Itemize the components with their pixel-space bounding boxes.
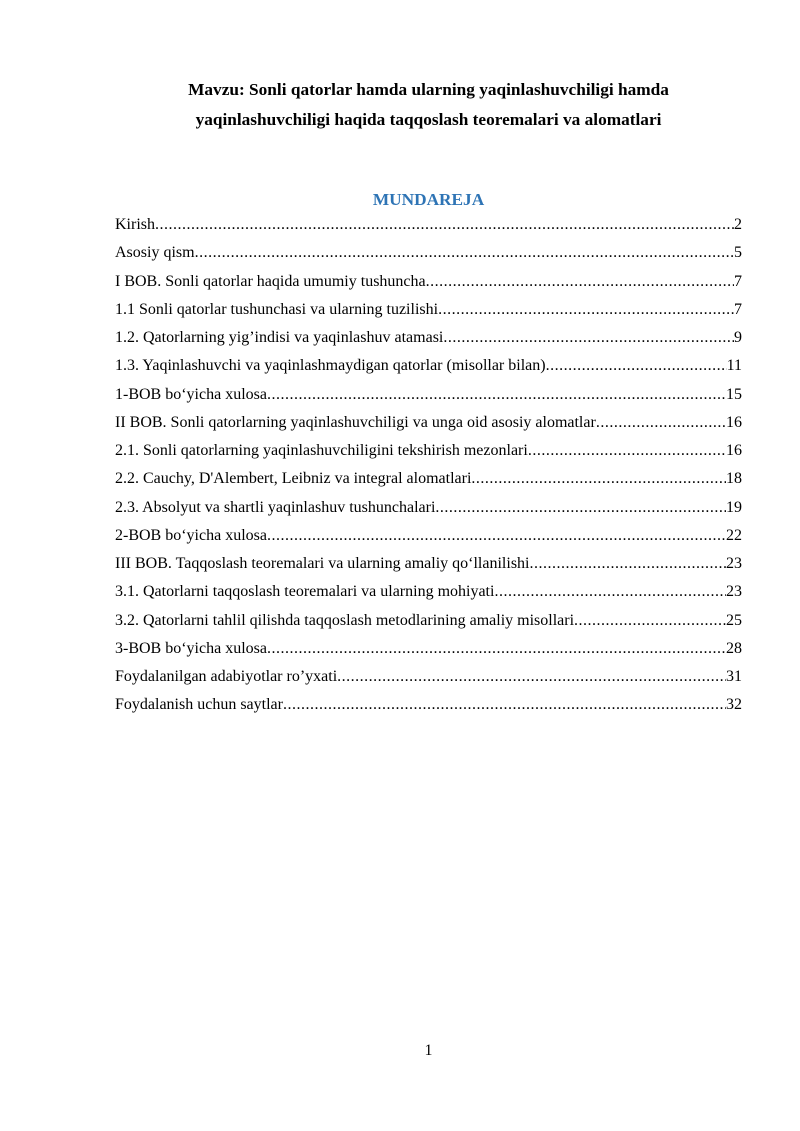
toc-entry-page: 25 [726,611,742,629]
toc-entry[interactable] [115,663,742,691]
toc-dot-leader [546,352,727,380]
toc-heading: MUNDAREJA [372,190,485,209]
toc-entry-label: II BOB. Sonli qatorlarning yaqinlashuvchiligi va unga oid asosiy alomatlar [115,413,596,431]
toc-entry-page: 32 [726,696,742,714]
toc-entry-page: 23 [726,555,742,572]
toc-entry-page: 16 [726,413,742,431]
toc-entry-label: Foydalanish uchun saytlar [115,696,283,714]
toc-entry[interactable] [115,578,742,606]
toc-dot-leader [283,691,726,719]
toc-entry[interactable] [115,635,742,663]
toc-entry-label: 1.3. Yaqinlashuvchi va yaqinlashmaydigan qatorlar (misollar bilan) [115,357,546,375]
toc-entry-page: 28 [726,639,742,657]
toc-entry[interactable] [115,494,742,522]
toc-dot-leader [267,381,726,409]
toc-entry-page: 23 [726,583,742,601]
toc-entry[interactable] [115,465,742,493]
toc-entry-page: 22 [726,526,742,544]
toc-dot-leader [435,494,726,522]
toc-entry[interactable] [115,268,742,296]
toc-dot-leader [494,578,726,606]
toc-entry-label: 2.1. Sonli qatorlarning yaqinlashuvchiligini tekshirish mezonlari [115,442,528,459]
toc-entry-page: 7 [734,272,742,290]
toc-entry-label: 2-BOB bo‘yicha xulosa [115,526,267,544]
toc-entry[interactable] [115,522,742,550]
toc-entry[interactable] [115,296,742,324]
toc-dot-leader [574,607,726,635]
toc-entry-page: 16 [726,442,742,459]
toc-dot-leader [267,522,726,550]
toc-entry-page: 31 [726,668,742,685]
toc-entry-label: 2.2. Cauchy, D'Alembert, Leibniz va integral alomatlari [115,470,472,488]
toc-entry[interactable] [115,550,742,578]
toc-dot-leader [195,239,734,267]
toc-entry-label: Asosiy qism [115,244,195,262]
toc-dot-leader [438,296,734,324]
toc-entry[interactable] [115,324,742,352]
toc-entry-page: 9 [734,329,742,346]
document-title [100,75,757,135]
toc-dot-leader [529,550,726,578]
toc-entry-label: Foydalanilgan adabiyotlar ro’yxati [115,668,338,685]
toc-entry-page: 18 [726,470,742,488]
page-number: 1 [424,1042,433,1059]
toc-dot-leader [596,409,726,437]
toc-entry-page: 2 [734,216,742,233]
toc-entry-label: III BOB. Taqqoslash teoremalari va ularning amaliy qo‘llanilishi [115,555,530,572]
toc-entry[interactable] [115,239,742,267]
toc-entry[interactable] [115,409,742,437]
title-line-2: yaqinlashuvchiligi haqida taqqoslash teoremalari va alomatlari [195,110,662,129]
title-line-1: Mavzu: Sonli qatorlar hamda ularning yaqinlashuvchiligi hamda [188,80,669,99]
toc-entry[interactable] [115,211,742,239]
toc-dot-leader [471,465,726,493]
toc-dot-leader [337,663,726,691]
toc-dot-leader [267,635,726,663]
toc-dot-leader [443,324,734,352]
toc-entry-page: 19 [726,498,742,516]
toc-entry-label: 1.2. Qatorlarning yig’indisi va yaqinlashuv atamasi [115,329,444,346]
toc-entry-label: I BOB. Sonli qatorlar haqida umumiy tushuncha [115,272,426,290]
toc-entry-label: 3-BOB bo‘yicha xulosa [115,639,267,657]
toc-entry[interactable] [115,691,742,719]
toc-entry-label: 1-BOB bo‘yicha xulosa [115,385,267,403]
toc-entry-label: 2.3. Absolyut va shartli yaqinlashuv tushunchalari [115,498,436,516]
toc-entry-label: 3.2. Qatorlarni tahlil qilishda taqqoslash metodlarining amaliy misollari [115,611,575,629]
toc-entry-label: 1.1 Sonli qatorlar tushunchasi va ularning tuzilishi [115,300,439,318]
toc-entry[interactable] [115,381,742,409]
toc-entry-page: 11 [726,357,742,375]
toc-entry[interactable] [115,352,742,380]
toc-entry[interactable] [115,607,742,635]
toc-entry[interactable] [115,437,742,465]
toc-entry-label: 3.1. Qatorlarni taqqoslash teoremalari va ularning mohiyati [115,583,495,601]
toc-entry-page: 7 [734,300,742,318]
toc-entry-page: 15 [726,385,742,403]
toc-dot-leader [528,437,726,465]
toc-entry-page: 5 [734,244,742,262]
toc-dot-leader [155,211,734,239]
toc-dot-leader [426,268,734,296]
toc-entry-label: Kirish [115,216,155,233]
table-of-contents [115,211,742,720]
